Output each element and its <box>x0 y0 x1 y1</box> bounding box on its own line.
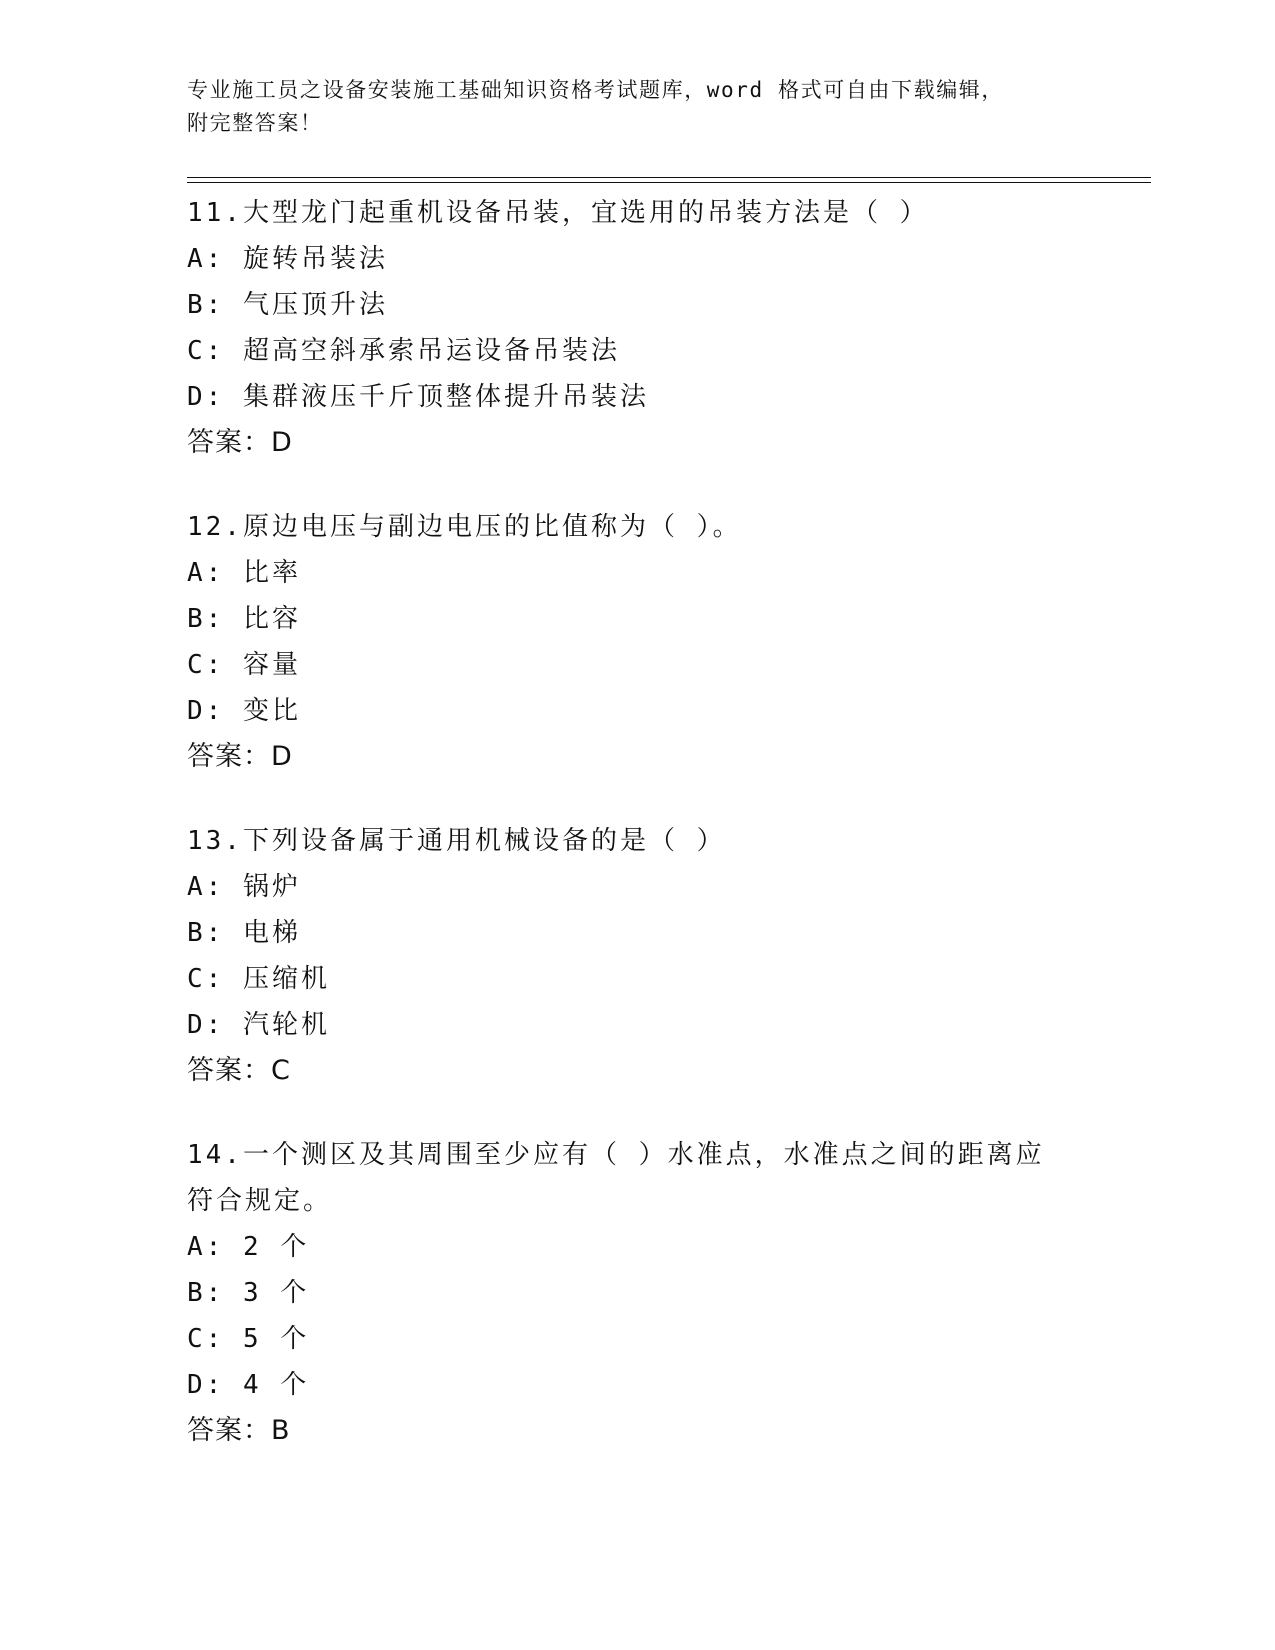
answer-value: D <box>271 741 293 772</box>
answer-value: B <box>271 1415 291 1446</box>
option-a: A: 锅炉 <box>187 872 301 902</box>
header-line-1: 专业施工员之设备安装施工基础知识资格考试题库，word 格式可自由下载编辑， <box>187 78 1005 102</box>
question-13 <box>187 818 1087 1094</box>
answer <box>187 1408 1087 1454</box>
answer-value: C <box>271 1055 291 1086</box>
option-d: D: 集群液压千斤顶整体提升吊装法 <box>187 382 649 412</box>
question-stem: 14.一个测区及其周围至少应有（ ）水准点，水准点之间的距离应符合规定。 <box>187 1140 1045 1216</box>
answer-label: 答案： <box>187 427 271 458</box>
option-d: D: 变比 <box>187 696 301 726</box>
option-a: A: 2 个 <box>187 1232 310 1262</box>
document-header <box>187 74 1067 140</box>
option-c: C: 5 个 <box>187 1324 310 1354</box>
answer-label: 答案： <box>187 1415 271 1446</box>
question-11 <box>187 190 1087 466</box>
option-a: A: 旋转吊装法 <box>187 244 388 274</box>
option-b: B: 比容 <box>187 604 301 634</box>
option-b: B: 3 个 <box>187 1278 310 1308</box>
question-12 <box>187 504 1087 780</box>
header-line-2: 附完整答案！ <box>187 111 323 135</box>
answer-label: 答案： <box>187 1055 271 1086</box>
option-c: C: 压缩机 <box>187 964 330 994</box>
question-list <box>187 190 1087 1492</box>
header-divider-bottom <box>187 182 1151 183</box>
option-d: D: 4 个 <box>187 1370 310 1400</box>
question-stem: 11.大型龙门起重机设备吊装，宜选用的吊装方法是（ ） <box>187 198 929 228</box>
option-a: A: 比率 <box>187 558 301 588</box>
answer <box>187 1048 1087 1094</box>
answer <box>187 420 1087 466</box>
answer <box>187 734 1087 780</box>
answer-value: D <box>271 427 293 458</box>
option-d: D: 汽轮机 <box>187 1010 330 1040</box>
option-c: C: 容量 <box>187 650 301 680</box>
question-14 <box>187 1132 1087 1454</box>
header-divider-top <box>187 177 1151 178</box>
option-b: B: 气压顶升法 <box>187 290 388 320</box>
question-stem: 12.原边电压与副边电压的比值称为（ ）。 <box>187 512 742 542</box>
option-b: B: 电梯 <box>187 918 301 948</box>
question-stem: 13.下列设备属于通用机械设备的是（ ） <box>187 826 726 856</box>
answer-label: 答案： <box>187 741 271 772</box>
option-c: C: 超高空斜承索吊运设备吊装法 <box>187 336 620 366</box>
